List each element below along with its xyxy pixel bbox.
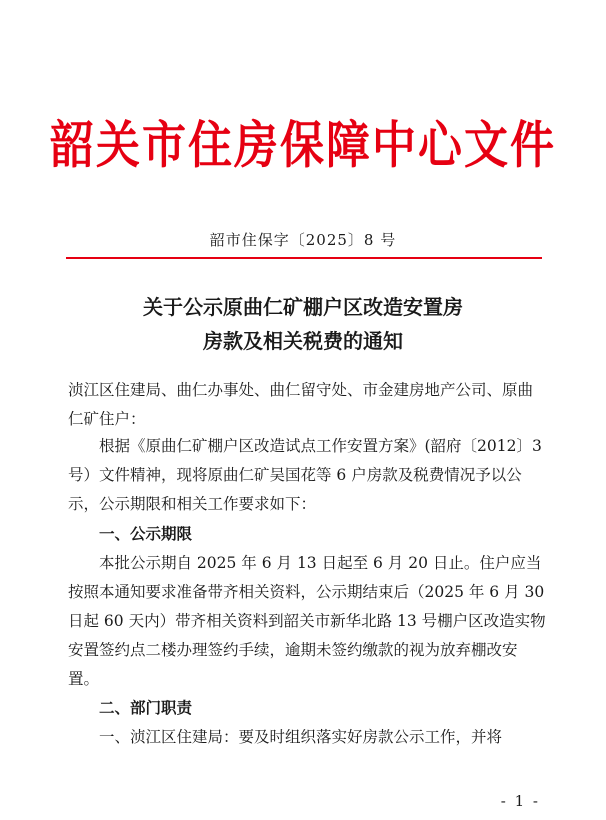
- intro-paragraph: 根据《原曲仁矿棚户区改造试点工作安置方案》(韶府〔2012〕3 号）文件精神，现将原曲仁矿吴国花等 6 户房款及税费情况予以公示，公示期限和相关工作要求如下：: [68, 437, 542, 513]
- recipients-list: 浈江区住建局、曲仁办事处、曲仁留守处、市金建房地产公司、原曲仁矿住户：: [68, 381, 534, 428]
- section-2-paragraph: 一、浈江区住建局：要及时组织落实好房款公示工作，并将: [99, 728, 503, 746]
- page-number: - 1 -: [500, 792, 540, 810]
- document-number: 韶市住保字〔2025〕8 号: [209, 231, 397, 249]
- section-1-heading: 一、公示期限: [99, 525, 193, 543]
- notice-title-line-1: 关于公示原曲仁矿棚户区改造安置房: [143, 295, 463, 319]
- section-1-paragraph: 本批公示期自 2025 年 6 月 13 日起至 6 月 20 日止。住户应当按照本通知要求准备带齐相关资料，公示期结束后（2025 年 6 月 30 日起 60 天内）带齐相关资料到韶关市新华北路 13 号棚户区改造实物安置签约点二楼办理签约手续，逾期未签约缴款的视为放弃棚改安置。: [68, 554, 546, 688]
- issuing-organization-header: 韶关市住房保障中心文件: [50, 116, 556, 176]
- notice-title-line-2: 房款及相关税费的通知: [203, 329, 403, 353]
- section-2-heading: 二、部门职责: [99, 699, 193, 717]
- red-separator-line: [66, 257, 542, 259]
- notice-title: [0, 290, 606, 358]
